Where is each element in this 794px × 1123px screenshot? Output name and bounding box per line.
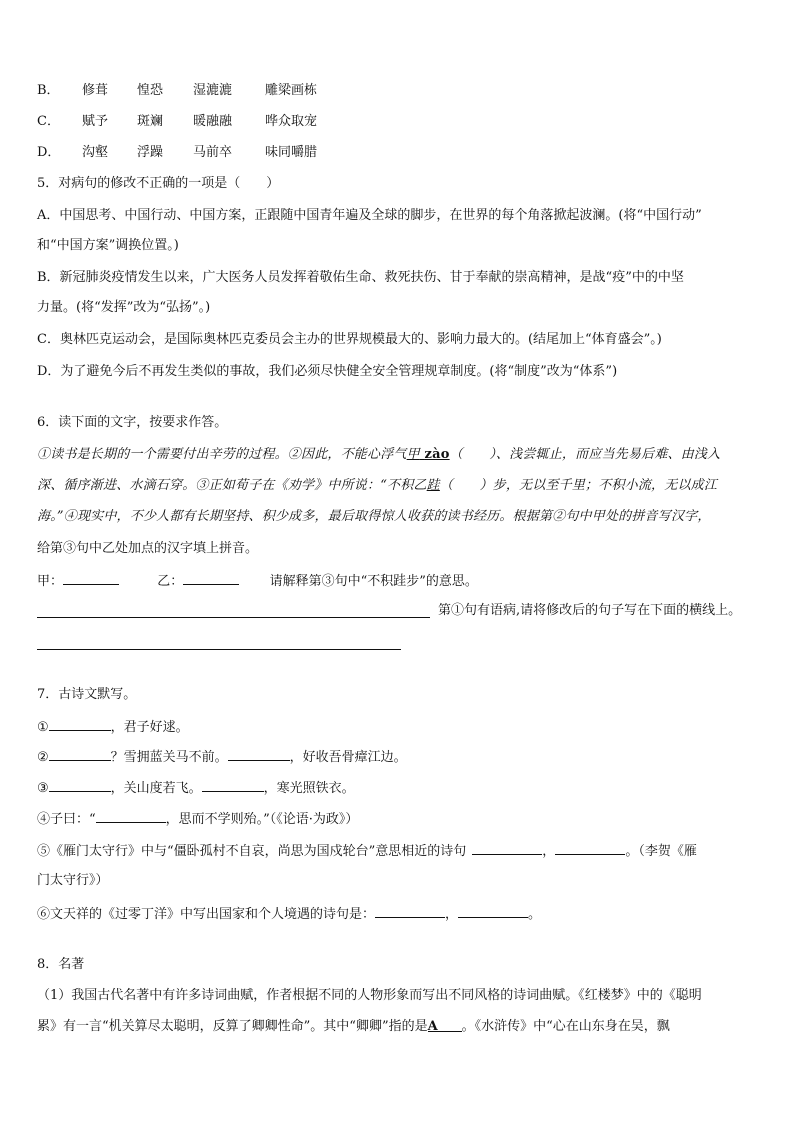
option-d [37, 143, 317, 163]
q6-instruction: 给第③句中乙处加点的汉字填上拼音。 [37, 541, 259, 556]
word: 哗众取宠 [265, 114, 318, 129]
q7-item-4 [37, 808, 358, 830]
item-number: ③ [37, 781, 49, 796]
passage-text: （ ）、浅尝辄止，而应当先易后难、由浅入 [449, 447, 721, 462]
option-c [37, 112, 317, 132]
q5-option-b-cont: 力量。(将“发挥”改为“弘扬”。) [37, 300, 211, 315]
q7-item-3 [37, 777, 355, 799]
q6-answer-row [37, 570, 478, 592]
q7-item-1 [37, 716, 189, 738]
para-text: 累》有一言“机关算尽太聪明，反算了卿卿性命”。其中“卿卿”指的是 [37, 1019, 428, 1034]
answer-blank[interactable] [428, 1017, 462, 1032]
word: 味同嚼腊 [265, 145, 318, 160]
q6-title: 6．读下面的文字，按要求作答。 [37, 415, 228, 430]
word: 沟壑 [82, 145, 109, 160]
verse-text: 。（李贺《雁 [625, 844, 697, 859]
passage-text: （ ）步，无以至千里；不积小流，无以成江 [439, 478, 718, 493]
option-label: B． [37, 83, 60, 98]
word: 斑斓 [137, 114, 164, 129]
verse-text: ，关山度若飞。 [110, 781, 202, 796]
answer-text: A [427, 1019, 438, 1034]
pinyin: zào [424, 447, 450, 462]
passage-text: ①读书是长期的一个需要付出辛劳的过程。②因此，不能心浮气 [37, 447, 407, 462]
yi-answer-blank[interactable] [183, 570, 239, 585]
word: 湿漉漉 [193, 83, 233, 98]
answer-blank[interactable] [375, 903, 445, 918]
q7-item-5-cont: 门太守行》） [37, 873, 109, 888]
answer-blank[interactable] [472, 840, 542, 855]
q5-option-c: C．奥林匹克运动会，是国际奥林匹克委员会主办的世界规模最大的、影响力最大的。(结尾加上“体育盛会”。) [37, 332, 662, 347]
q5-title: 5．对病句的修改不正确的一项是（ ） [37, 176, 280, 191]
option-label: D． [37, 145, 61, 160]
verse-text: ，君子好逑。 [110, 720, 189, 735]
word: 浮躁 [137, 145, 164, 160]
word: 雕梁画栋 [265, 83, 318, 98]
word: 赋予 [82, 114, 109, 129]
item-number: ① [37, 720, 49, 735]
q7-item-6 [37, 903, 541, 925]
answer-blank[interactable] [555, 840, 625, 855]
explain-answer-line[interactable] [37, 616, 430, 618]
dotted-char: 跬 [426, 478, 440, 493]
answer-blank[interactable] [96, 808, 166, 823]
word: 暖融融 [193, 114, 233, 129]
fix-answer-line[interactable] [37, 648, 401, 650]
word: 修葺 [82, 83, 109, 98]
option-label: C． [37, 114, 60, 129]
answer-blank[interactable] [49, 746, 111, 761]
q5-option-a-cont: 和“中国方案”调换位置。) [37, 238, 179, 253]
verse-text: ，寒光照铁衣。 [263, 781, 355, 796]
verse-text: ？雪拥蓝关马不前。 [110, 750, 228, 765]
para-text: 。《水浒传》中“心在山东身在吴，飘 [461, 1019, 670, 1034]
answer-blank[interactable] [458, 903, 528, 918]
explain-prompt: 请解释第③句中“不积跬步”的意思。 [269, 574, 478, 589]
jia-label: 甲： [37, 574, 64, 589]
verse-text: ，好收吾骨瘴江边。 [289, 750, 407, 765]
answer-blank[interactable] [49, 777, 111, 792]
q7-item-2 [37, 746, 407, 768]
answer-blank[interactable] [49, 716, 111, 731]
q7-item-5: ⑤《雁门太守行》中与“僵卧孤村不自哀，尚思为国戍轮台”意思相近的诗句 ， 。（李贺《雁 [37, 840, 697, 862]
mark-yi: 乙 [413, 478, 427, 493]
option-b [37, 81, 317, 101]
mark-jia: 甲 [406, 447, 420, 462]
item-number: ② [37, 750, 49, 765]
yi-label: 乙： [157, 574, 184, 589]
answer-blank[interactable] [228, 746, 290, 761]
fix-prompt: 第①句有语病,请将修改后的句子写在下面的横线上。 [438, 603, 742, 618]
verse-text: ， [445, 907, 459, 922]
verse-text: ④子曰：“ [37, 812, 96, 827]
q7-title: 7．古诗文默写。 [37, 687, 137, 702]
q6-passage-line1 [37, 445, 720, 465]
q8-para-2 [37, 1017, 670, 1037]
q5-option-d: D．为了避免今后不再发生类似的事故，我们必须尽快健全安全管理规章制度。(将“制度”改为“体系”) [37, 364, 618, 379]
q6-passage-line2 [37, 476, 717, 496]
word: 惶恐 [137, 83, 164, 98]
q8-title: 8．名著 [37, 957, 85, 972]
q8-para-1: （1）我国古代名著中有许多诗词曲赋，作者根据不同的人物形象而写出不同风格的诗词曲赋。《红楼梦》中的《聪明 [37, 988, 702, 1003]
verse-text: ⑤《雁门太守行》中与“僵卧孤村不自哀，尚思为国戍轮台”意思相近的诗句 [37, 844, 467, 859]
passage-text: 深、循序渐进、水滴石穿。③正如荀子在《劝学》中所说：“不积 [37, 478, 414, 493]
verse-text: 。 [528, 907, 542, 922]
answer-blank[interactable] [202, 777, 264, 792]
q5-option-b: B．新冠肺炎疫情发生以来，广大医务人员发挥着敬佑生命、救死扶伤、甘于奉献的崇高精神，是战“疫”中的中坚 [37, 270, 684, 285]
verse-text: ⑥文天祥的《过零丁洋》中写出国家和个人境遇的诗句是： [37, 907, 376, 922]
jia-answer-blank[interactable] [63, 570, 119, 585]
word: 马前卒 [193, 145, 233, 160]
q5-option-a: A．中国思考、中国行动、中国方案，正跟随中国青年遍及全球的脚步，在世界的每个角落掀起波澜。(将“中国行动” [37, 208, 702, 223]
q6-passage-line3: 海。”④现实中，不少人都有长期坚持、积少成多，最后取得惊人收获的读书经历。根据第②句中甲处的拼音写汉字， [37, 509, 711, 524]
verse-text: ，思而不学则殆。”（《论语·为政》） [165, 812, 359, 827]
